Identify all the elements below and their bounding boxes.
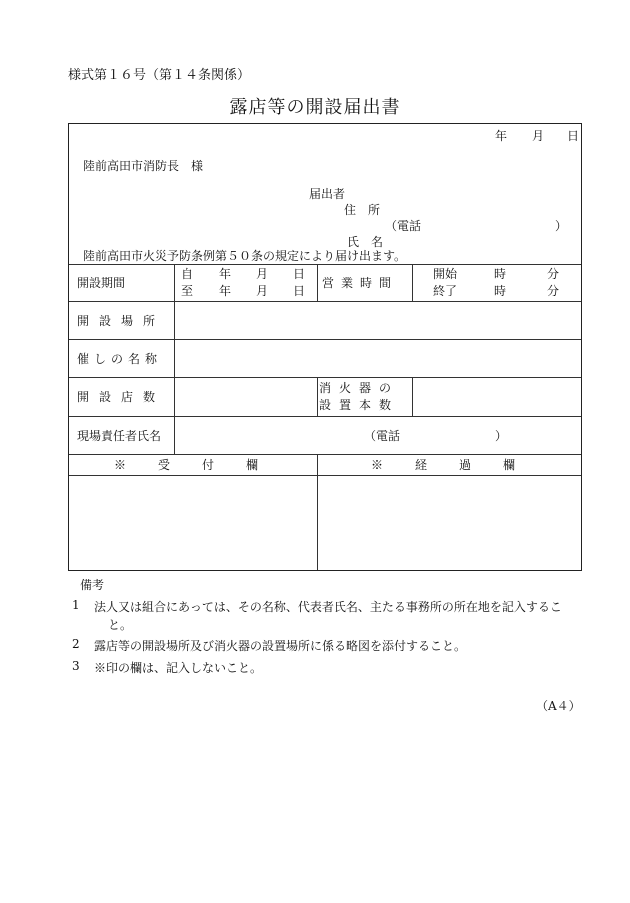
extinguisher-label-line1: 消火器の [319, 381, 400, 395]
hours-end-label: 終了 [433, 284, 458, 298]
grid-line [317, 454, 318, 570]
period-to-day: 日 [293, 284, 306, 298]
remarks-heading: 備考 [80, 578, 105, 592]
grid-line [69, 339, 581, 340]
hours-label: 営業時間 [322, 276, 399, 290]
remark-text: 法人又は組合にあっては、その名称、代表者氏名、主たる事務所の所在地を記入するこ [94, 600, 562, 614]
hours-end-minute: 分 [547, 284, 560, 298]
event-name-label: 催しの名称 [77, 352, 163, 366]
period-from-year: 年 [219, 267, 232, 281]
manager-phone-close: ） [495, 429, 508, 443]
grid-line [69, 454, 581, 455]
declaration-statement: 陸前高田市火災予防条例第５０条の規定により届け出ます。 [83, 249, 407, 263]
manager-phone-open: （電話 [364, 429, 401, 443]
period-label-text: 開設期間 [77, 276, 126, 290]
hours-start-label: 開始 [433, 267, 458, 281]
grid-line [69, 301, 581, 302]
period-from-label: 自 [181, 267, 194, 281]
grid-line [69, 475, 581, 476]
paper-size: （A４） [536, 699, 581, 713]
remark-text: 露店等の開設場所及び消火器の設置場所に係る略図を添付すること。 [94, 639, 467, 653]
hours-start-hour: 時 [494, 267, 507, 281]
date-year-label: 年 [495, 129, 508, 143]
grid-line [317, 377, 318, 416]
period-from-day: 日 [293, 267, 306, 281]
applicant-address-label: 住 所 [344, 203, 381, 217]
progress-header: ※ 経 過 欄 [371, 458, 526, 472]
venue-label: 開設場所 [77, 314, 166, 328]
addressee: 陸前高田市消防長 様 [83, 159, 204, 173]
grid-line [174, 264, 175, 454]
reception-header: ※ 受 付 欄 [114, 458, 269, 472]
hours-end-hour: 時 [494, 284, 507, 298]
period-to-month: 月 [256, 284, 269, 298]
grid-line [69, 416, 581, 417]
date-day-label: 日 [567, 129, 580, 143]
shop-count-label: 開設店数 [77, 390, 166, 404]
applicant-name-label: 氏 名 [347, 235, 384, 249]
grid-line [69, 377, 581, 378]
period-label [77, 276, 165, 290]
remark-text-continued: と。 [108, 618, 133, 632]
remark-number: 3 [72, 659, 80, 673]
applicant-phone-close: ） [555, 219, 568, 233]
form-title: 露店等の開設届出書 [229, 97, 401, 118]
manager-label: 現場責任者氏名 [77, 429, 162, 443]
date-month-label: 月 [532, 129, 545, 143]
application-form-frame [68, 123, 582, 571]
applicant-phone-open: （電話 [385, 219, 422, 233]
period-to-label: 至 [181, 284, 194, 298]
grid-line [412, 264, 413, 302]
grid-line [412, 377, 413, 416]
form-number: 様式第１６号（第１４条関係） [68, 68, 251, 83]
hours-start-minute: 分 [547, 267, 560, 281]
period-from-month: 月 [256, 267, 269, 281]
extinguisher-label-line2: 設置本数 [319, 398, 400, 412]
period-to-year: 年 [219, 284, 232, 298]
remark-text: ※印の欄は、記入しないこと。 [94, 661, 263, 675]
remark-number: 1 [72, 598, 80, 612]
applicant-heading: 届出者 [309, 187, 346, 201]
remark-number: 2 [72, 637, 80, 651]
grid-line [69, 264, 581, 265]
grid-line [317, 264, 318, 302]
